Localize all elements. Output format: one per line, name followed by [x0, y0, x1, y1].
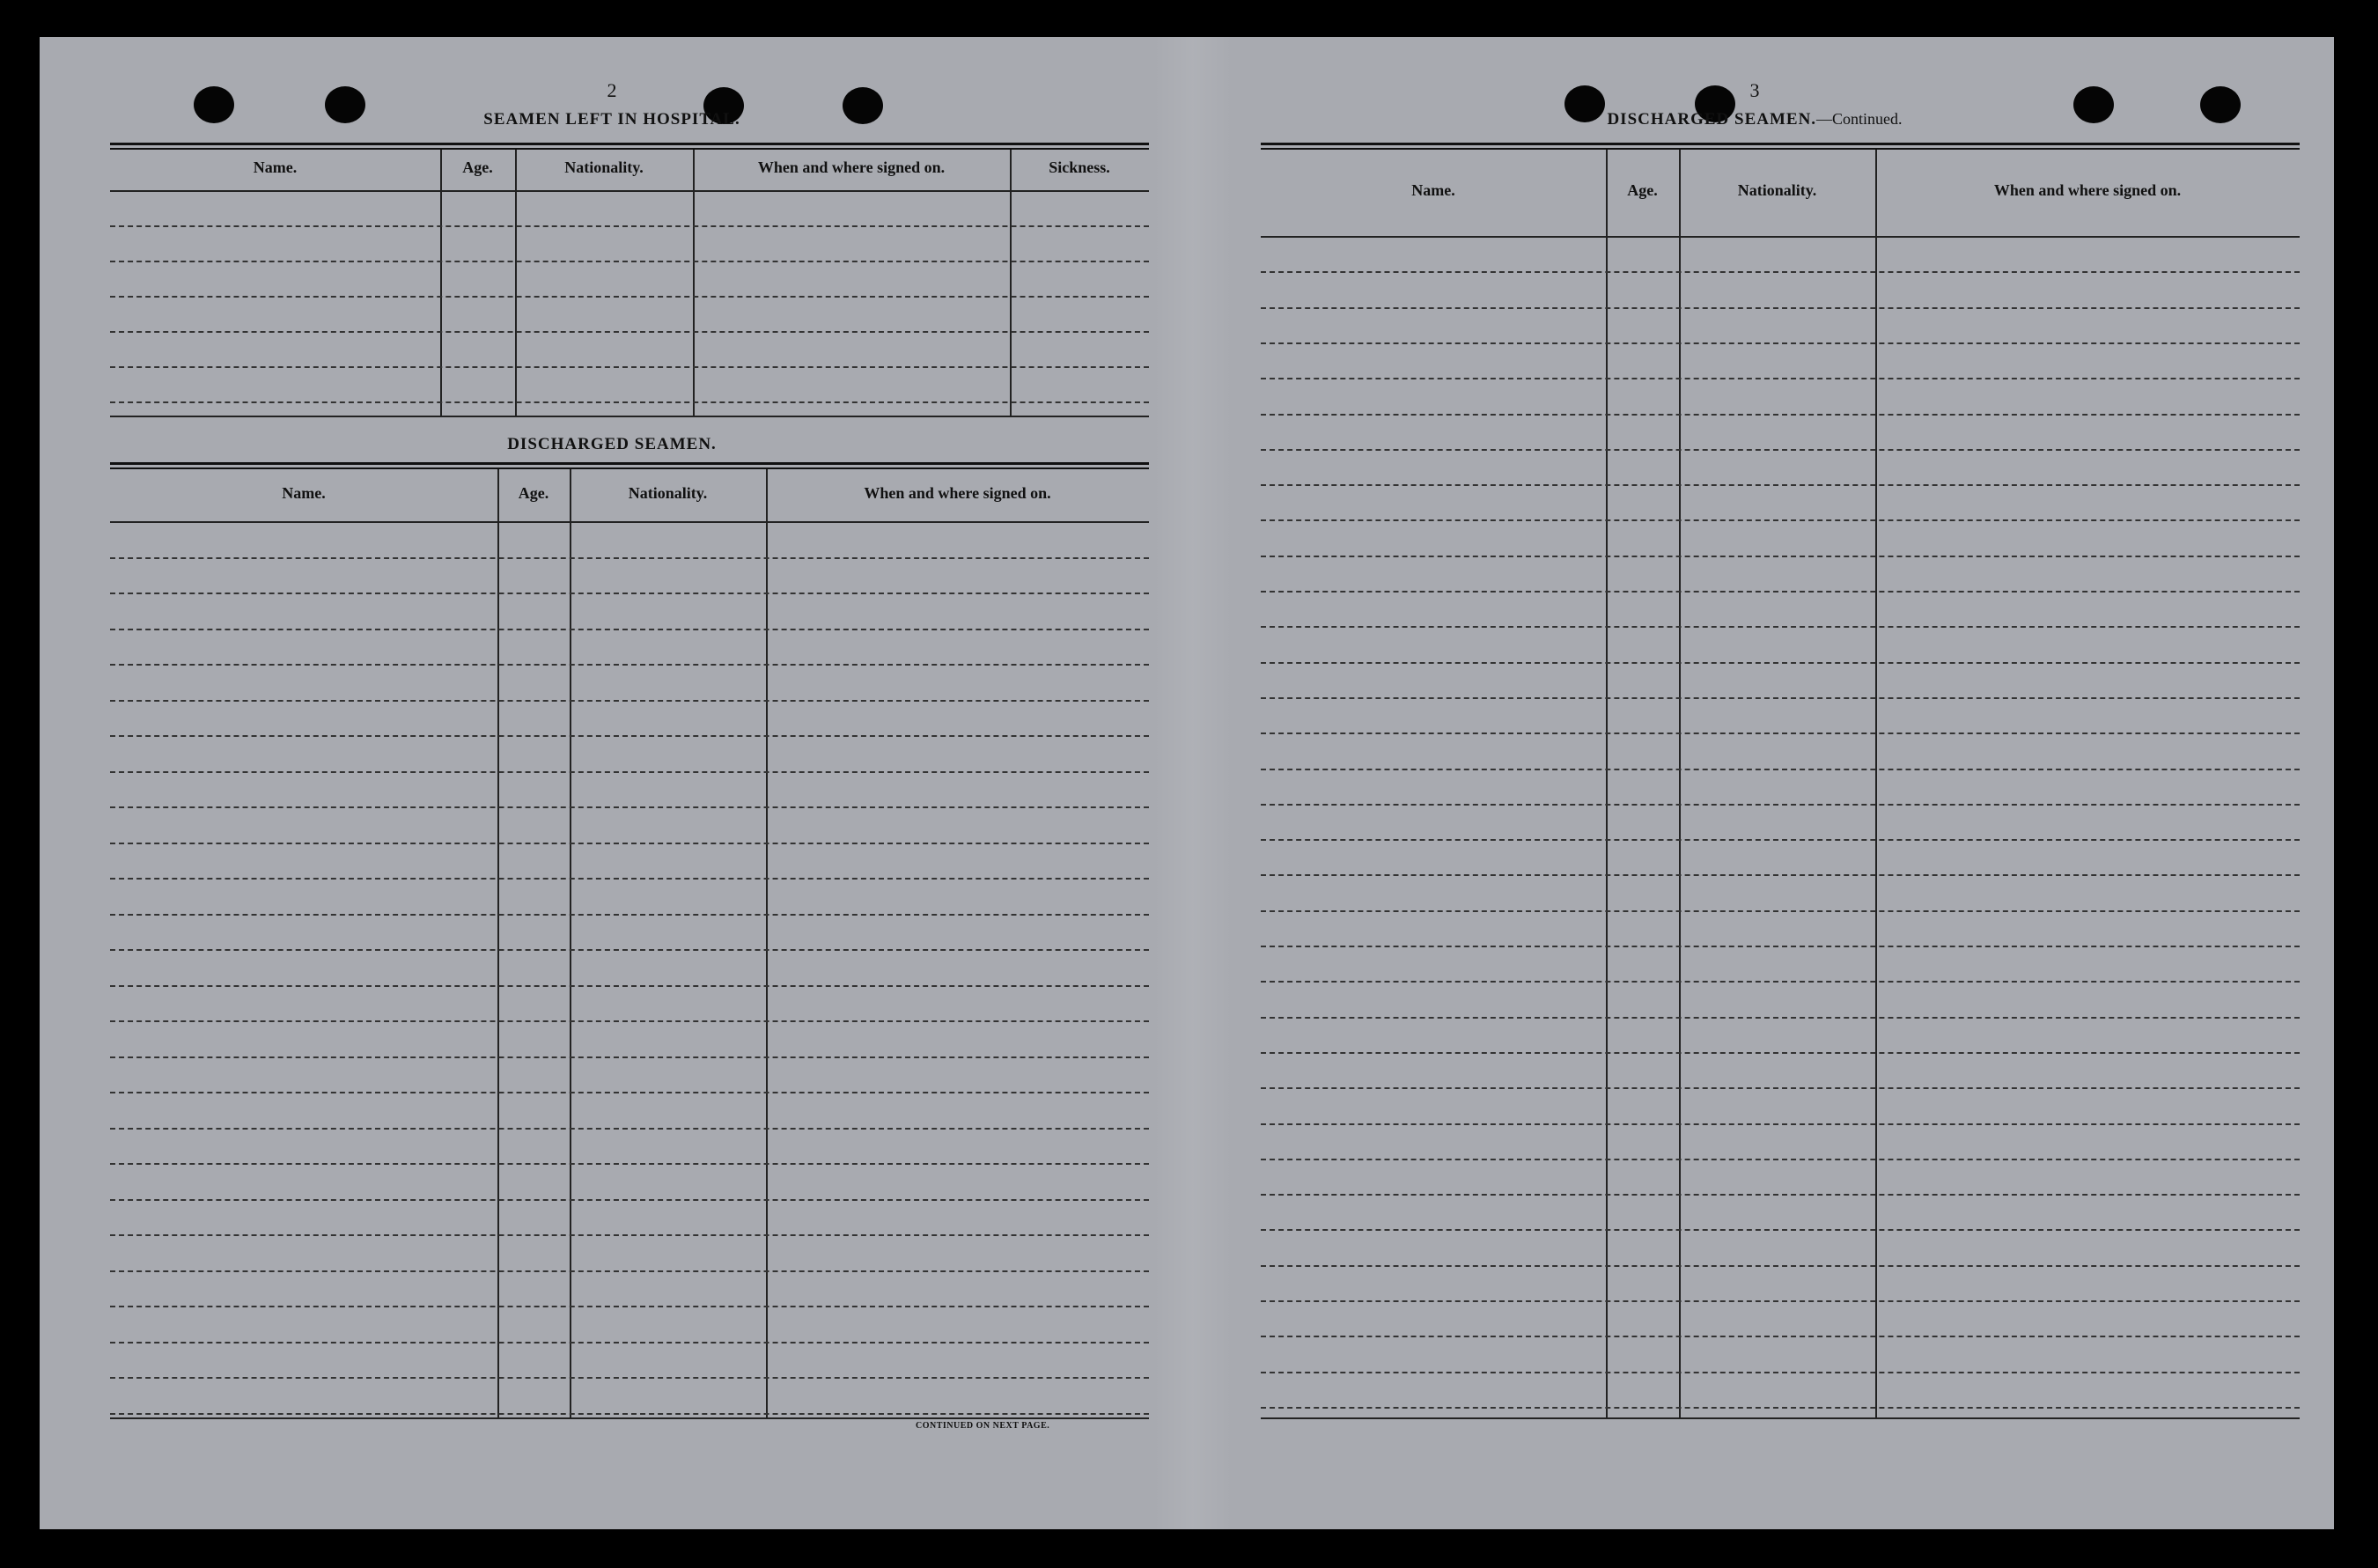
header-rule	[1261, 236, 2300, 238]
entry-row	[110, 1234, 1149, 1236]
entry-row	[1261, 946, 2300, 947]
column-divider	[440, 150, 442, 416]
column-header: Name.	[253, 158, 298, 176]
table-top-rule	[1261, 143, 2300, 150]
column-header: When and where signed on.	[1993, 181, 2182, 199]
entry-row	[1261, 378, 2300, 379]
entry-row	[110, 914, 1149, 916]
entry-row	[1261, 1194, 2300, 1196]
page-number-right: 3	[1749, 79, 1760, 101]
table-top-rule	[110, 462, 1149, 469]
column-divider	[515, 150, 517, 416]
entry-row	[110, 735, 1149, 737]
entry-row	[110, 225, 1149, 227]
entry-row	[110, 629, 1149, 630]
entry-row	[110, 261, 1149, 262]
entry-row	[1261, 662, 2300, 664]
column-header: Name.	[1411, 181, 1455, 199]
entry-row	[110, 664, 1149, 666]
entry-row	[1261, 556, 2300, 557]
column-divider	[497, 469, 499, 1417]
column-divider	[766, 469, 768, 1417]
entry-row	[1261, 449, 2300, 451]
entry-row	[110, 593, 1149, 594]
column-header: Sickness.	[1049, 158, 1110, 176]
entry-row	[110, 949, 1149, 951]
entry-row	[110, 1199, 1149, 1201]
entry-row	[1261, 342, 2300, 344]
title-suffix: —Continued.	[1816, 110, 1903, 128]
entry-row	[1261, 839, 2300, 841]
entry-row	[110, 1056, 1149, 1058]
entry-row	[1261, 1336, 2300, 1337]
entry-row	[1261, 1017, 2300, 1019]
table-bottom-rule	[110, 416, 1149, 417]
entry-row	[1261, 591, 2300, 593]
entry-row	[1261, 271, 2300, 273]
form-sheet	[40, 37, 2334, 1529]
entry-row	[1261, 626, 2300, 628]
entry-row	[1261, 519, 2300, 521]
entry-row	[110, 1270, 1149, 1272]
entry-row	[1261, 1087, 2300, 1089]
title-main: DISCHARGED SEAMEN.	[1607, 110, 1817, 129]
column-divider	[693, 150, 695, 416]
page-number-left: 2	[607, 79, 617, 101]
discharged-table-right	[1261, 143, 2300, 1417]
discharged-table-left	[110, 462, 1149, 1417]
entry-row	[110, 1163, 1149, 1165]
entry-row	[110, 985, 1149, 987]
column-header: Nationality.	[1737, 181, 1817, 199]
punch-hole	[325, 86, 365, 123]
header-rule	[110, 190, 1149, 192]
table-bottom-rule	[110, 1417, 1149, 1419]
entry-row	[110, 331, 1149, 333]
entry-row	[110, 1342, 1149, 1343]
column-divider	[570, 469, 571, 1417]
entry-row	[110, 366, 1149, 368]
section-title-hospital: SEAMEN LEFT IN HOSPITAL.	[483, 110, 740, 129]
column-header: Nationality.	[564, 158, 644, 176]
entry-row	[1261, 874, 2300, 876]
entry-row	[1261, 981, 2300, 983]
entry-row	[110, 1377, 1149, 1379]
entry-row	[1261, 769, 2300, 770]
table-bottom-rule	[1261, 1417, 2300, 1419]
entry-row	[110, 1128, 1149, 1130]
section-title-discharged: DISCHARGED SEAMEN.	[507, 435, 717, 453]
entry-row	[1261, 1229, 2300, 1231]
entry-row	[1261, 910, 2300, 912]
section-title-discharged-continued	[1607, 110, 1902, 129]
entry-row	[1261, 1300, 2300, 1302]
entry-row	[1261, 484, 2300, 486]
entry-row	[110, 878, 1149, 880]
entry-row	[1261, 732, 2300, 734]
entry-row	[1261, 1052, 2300, 1054]
column-header: Name.	[282, 483, 326, 502]
entry-row	[1261, 1372, 2300, 1373]
entry-row	[1261, 1123, 2300, 1125]
entry-row	[110, 1306, 1149, 1307]
entry-row	[1261, 307, 2300, 309]
column-header: Age.	[1627, 181, 1658, 199]
entry-row	[1261, 1159, 2300, 1160]
header-rule	[110, 521, 1149, 523]
entry-row	[110, 557, 1149, 559]
column-divider	[1606, 150, 1608, 1417]
punch-hole	[1564, 85, 1605, 122]
column-divider	[1875, 150, 1877, 1417]
punch-hole	[2200, 86, 2241, 123]
entry-row	[110, 296, 1149, 298]
hospital-table	[110, 143, 1149, 424]
entry-row	[1261, 697, 2300, 699]
table-top-rule	[110, 143, 1149, 150]
column-header: When and where signed on.	[757, 158, 946, 176]
entry-row	[110, 1092, 1149, 1093]
entry-row	[110, 771, 1149, 773]
entry-row	[1261, 1265, 2300, 1267]
entry-row	[110, 700, 1149, 702]
entry-row	[110, 1413, 1149, 1415]
column-divider	[1010, 150, 1012, 416]
entry-row	[1261, 1407, 2300, 1409]
punch-hole	[194, 86, 234, 123]
page-fold	[1153, 37, 1233, 1529]
entry-row	[1261, 414, 2300, 416]
column-header: Age.	[518, 483, 549, 502]
column-header: Nationality.	[628, 483, 708, 502]
entry-row	[110, 843, 1149, 844]
column-divider	[1679, 150, 1681, 1417]
punch-hole	[2073, 86, 2114, 123]
entry-row	[110, 1020, 1149, 1022]
punch-hole	[843, 87, 883, 124]
continued-footer: CONTINUED ON NEXT PAGE.	[916, 1421, 1050, 1431]
entry-row	[110, 401, 1149, 403]
entry-row	[110, 806, 1149, 808]
column-header: When and where signed on.	[864, 483, 1051, 502]
column-header: Age.	[462, 158, 493, 176]
entry-row	[1261, 804, 2300, 806]
